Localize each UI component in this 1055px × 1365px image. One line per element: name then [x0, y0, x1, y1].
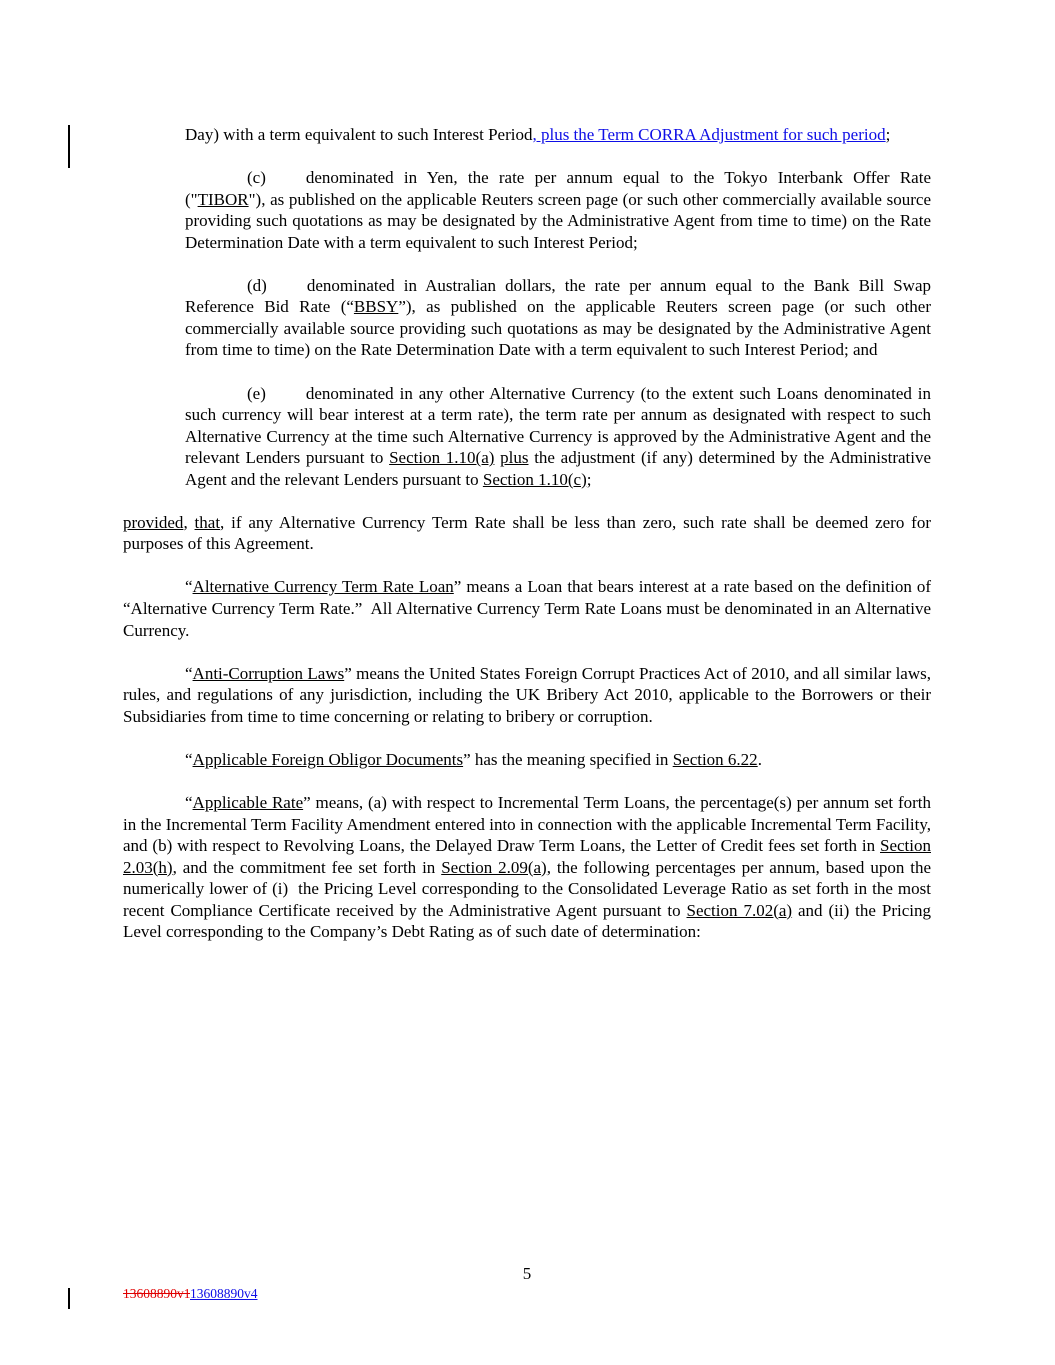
text-run: ; [586, 469, 592, 489]
clause-d [185, 275, 931, 361]
underlined-term: provided [123, 512, 184, 532]
underlined-term: Anti-Corruption Laws [192, 663, 345, 683]
text-run: the adjustment (if any) determined by the Administrative Agent and the relevant Lenders pursuant to [185, 448, 932, 489]
def-applicable-foreign-obligor-documents [123, 749, 931, 771]
text-run: ” has the meaning specified in [463, 749, 673, 769]
change-bar-footer-revision [68, 1288, 70, 1309]
inserted-revision-number: 13608890v4 [190, 1286, 258, 1301]
clause-e [185, 383, 931, 491]
document-body [123, 124, 931, 964]
text-run: , the following percentages per annum, based upon the numerically lower of (i) the Pricing Level corresponding to the Consolidated Leverage Ratio as set forth in the most recent Compliance Certificate received by the Administrative Agent pursuant to [123, 857, 931, 920]
underlined-term: Section 7.02(a) [686, 900, 793, 920]
def-anti-corruption-laws [123, 663, 931, 728]
underlined-term: Section 6.22 [672, 749, 758, 769]
text-run: ” means a Loan that bears interest at a rate based on the definition of “Alternative Currency Term Rate.” All Alternative Currency Term Rate Loans must be denominated in an Alternative Currency. [123, 577, 932, 640]
underlined-term: that [194, 512, 221, 532]
text-run: , and the commitment fee set forth in [172, 857, 442, 877]
text-run: ” means the United States Foreign Corrupt Practices Act of 2010, and all similar laws, rules, and regulations of any jurisdiction, including the UK Bribery Act 2010, applicable to the Borrowers or their Subsidiaries from time to time concerning or relating to bribery or corruption. [123, 663, 931, 726]
underlined-term: plus [500, 448, 529, 468]
text-run: “ [185, 749, 193, 769]
underlined-term: Section 1.10(c) [482, 469, 587, 489]
underlined-term: Applicable Rate [192, 792, 304, 812]
underlined-term: TIBOR [197, 189, 249, 209]
text-run: denominated in Yen, the rate per annum equal to the Tokyo Interbank Offer Rate (" [185, 168, 931, 209]
clause-label: (d) [247, 275, 267, 295]
def-alternative-currency-term-rate-loan [123, 576, 931, 641]
proviso [123, 512, 931, 555]
underlined-term: BBSY [353, 297, 399, 317]
clause-b-continuation [185, 124, 931, 146]
underlined-term: Section 2.03(h) [123, 836, 931, 877]
clause-label: (e) [247, 383, 266, 403]
deleted-revision-number: 13608890v1 [123, 1286, 190, 1301]
underlined-term: Section 2.09(a) [441, 857, 547, 877]
text-run: “ [185, 792, 193, 812]
text-run: , if any Alternative Currency Term Rate shall be less than zero, such rate shall be deemed zero for purposes of this Agreement. [123, 512, 931, 554]
text-run: “ [185, 577, 193, 597]
change-bar-insertion [68, 125, 70, 168]
clause-label: (c) [247, 168, 266, 188]
text-run: denominated in any other Alternative Currency (to the extent such Loans denominated in such currency will bear interest at a term rate), the term rate per annum as designated with respect to such Alternative Currency at the time such Alternative Currency is approved by the Administrative Agent and the relevant Lenders pursuant to [185, 383, 931, 468]
text-run: and (ii) the Pricing Level corresponding to the Company’s Debt Rating as of such date of determination: [123, 900, 931, 942]
underlined-term: Applicable Foreign Obligor Documents [192, 749, 464, 769]
text-run: . [757, 749, 762, 769]
text-run: ” means, (a) with respect to Incremental Term Loans, the percentage(s) per annum set forth in the Incremental Term Facility Amendment entered into in connection with the applicable Incremental Term Facility, and (b) with respect to Revolving Loans, the Delayed Draw Term Loans, the Letter of Credit fees set forth in [123, 792, 931, 856]
text-run: , [183, 512, 195, 532]
text-run: denominated in Australian dollars, the rate per annum equal to the Bank Bill Swap Reference Bid Rate (“ [185, 275, 931, 317]
clause-c [185, 167, 931, 253]
page-number: 5 [522, 1264, 532, 1283]
text-run: Day) with a term equivalent to such Interest Period [185, 125, 533, 144]
underlined-term: Alternative Currency Term Rate Loan [192, 577, 454, 597]
def-applicable-rate [123, 792, 931, 943]
inserted-text: , plus the Term CORRA Adjustment for such period [532, 125, 886, 144]
underlined-term: Section 1.10(a) [389, 448, 495, 468]
revision-marker [123, 1286, 258, 1302]
text-run: "), as published on the applicable Reuters screen page (or such other commercially available source providing such quotations as may be designated by the Administrative Agent from time to time) on the Rate Determination Date with a term equivalent to such Interest Period; [185, 189, 931, 252]
text-run: ”), as published on the applicable Reuters screen page (or such other commercially available source providing such quotations as may be designated by the Administrative Agent from time to time) on the Rate Determination Date with a term equivalent to such Interest Period; and [185, 297, 931, 360]
text-run: “ [185, 663, 193, 683]
text-run: ; [885, 125, 891, 144]
